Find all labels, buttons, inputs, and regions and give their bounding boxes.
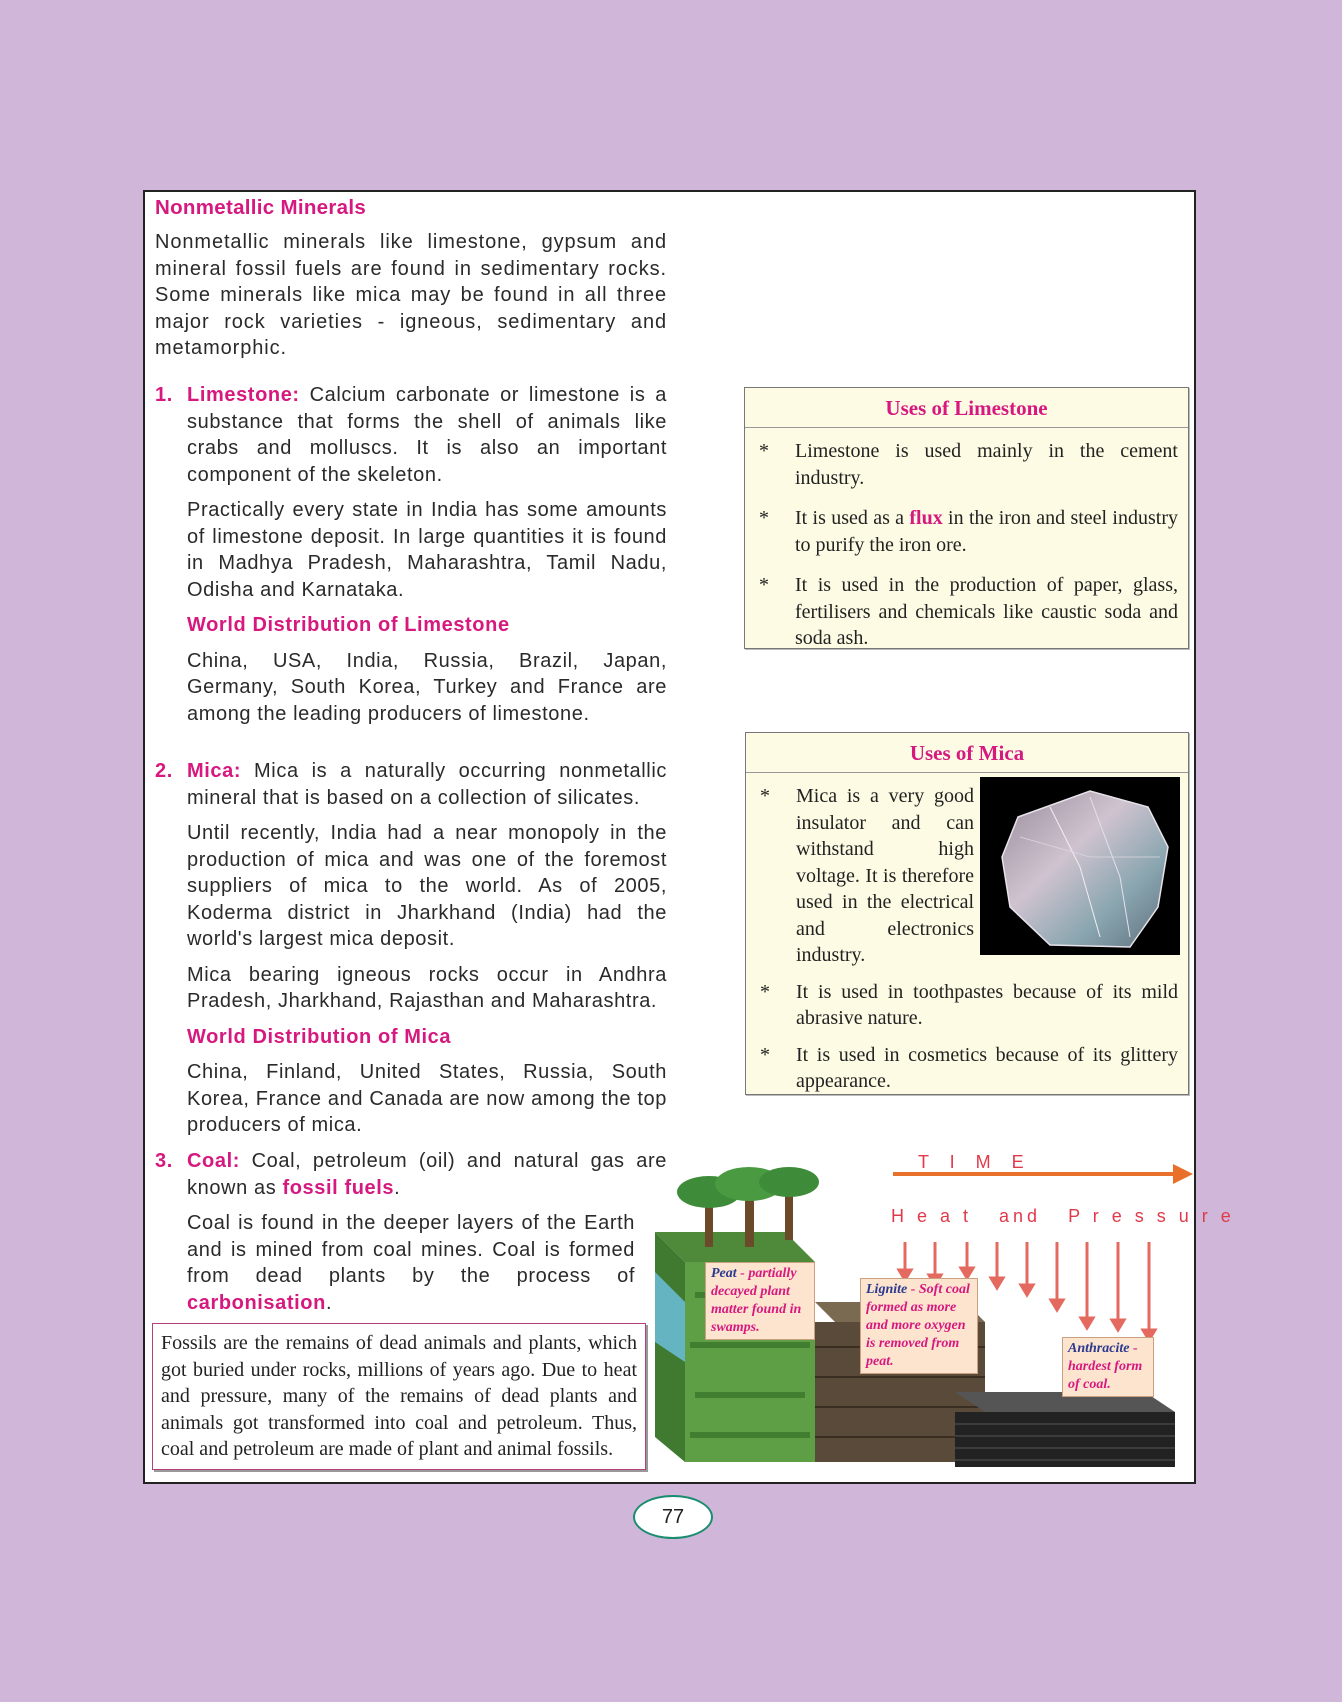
- mica-use-3: It is used in cosmetics because of its glittery appearance.: [796, 1043, 1178, 1092]
- peat-desc: - partially decayed plant matter found in swamps.: [711, 1266, 802, 1335]
- coal-section: [155, 1148, 667, 1316]
- fossils-note: Fossils are the remains of dead animals and plants, which got buried under rocks, millions of years ago. Due to heat and pressure, many of the remains of dead plants and animals got transformed into coal and petroleum. Thus, coal and petroleum are made of plant and animal fossils.: [152, 1323, 646, 1470]
- mica-p1: Mica is a naturally occurring nonmetallic mineral that is based on a collection of silicates.: [187, 760, 667, 809]
- coal-p2: Coal is found in the deeper layers of the Earth and is mined from coal mines. Coal is formed from dead plants by the process of: [187, 1212, 635, 1287]
- item-number: 3.: [155, 1150, 173, 1172]
- coal-p1: Coal, petroleum (oil) and natural gas are known as: [187, 1150, 667, 1199]
- mica-section: [155, 758, 667, 1139]
- heat-pressure-label: H e a t and P r e s s u r e: [891, 1206, 1235, 1226]
- item-number: 2.: [155, 760, 173, 782]
- lignite-desc: - Soft coal formed as more and more oxygen is removed from peat.: [866, 1282, 970, 1369]
- mica-world-heading: World Distribution of Mica: [187, 1025, 452, 1048]
- limestone-p2: Practically every state in India has some amounts of limestone deposit. In large quantities it is found in Madhya Pradesh, Maharashtra, Tamil Nadu, Odisha and Karnataka.: [187, 499, 667, 601]
- list-item: [746, 1042, 1178, 1095]
- limestone-world-text: China, USA, India, Russia, Brazil, Japan, Germany, South Korea, Turkey and France are among the leading producers of limestone.: [187, 649, 667, 725]
- mica-p3: Mica bearing igneous rocks occur in Andhra Pradesh, Jharkhand, Rajasthan and Maharashtra.: [187, 963, 667, 1012]
- uses-mica-title: Uses of Mica: [746, 733, 1188, 773]
- time-label: T I M E: [918, 1152, 1032, 1172]
- list-item: [745, 572, 1178, 652]
- limestone-use-2-end: in the iron and steel industry to purify the iron ore.: [795, 507, 1178, 556]
- mica-use-1: Mica is a very good insulator and can withstand high voltage. It is therefore used in the electrical and electronics industry.: [796, 785, 974, 966]
- uses-limestone-title: Uses of Limestone: [745, 388, 1188, 428]
- mica-use-2: It is used in toothpastes because of its mild abrasive nature.: [796, 980, 1178, 1029]
- coal-p2-end: .: [325, 1291, 333, 1314]
- limestone-world-heading: World Distribution of Limestone: [187, 614, 510, 636]
- mica-title: Mica:: [187, 760, 242, 782]
- lignite-label: [860, 1278, 978, 1374]
- fossil-fuels-term: fossil fuels: [282, 1176, 395, 1199]
- uses-of-mica-box: [745, 732, 1189, 1095]
- mica-world-text: China, Finland, United States, Russia, South Korea, France and Canada are now among the top producers of mica.: [187, 1061, 667, 1136]
- coal-p1-end: .: [394, 1176, 401, 1199]
- anthracite-desc: - hardest form of coal.: [1068, 1341, 1143, 1392]
- item-number: 1.: [155, 384, 173, 406]
- anthracite-label: [1062, 1337, 1154, 1397]
- page: [143, 190, 1235, 1484]
- page-number: 77: [633, 1495, 713, 1539]
- coal-title: Coal:: [187, 1150, 240, 1172]
- limestone-use-2: It is used as a: [795, 507, 910, 529]
- bullet: *: [760, 980, 770, 1003]
- anthracite-name: Anthracite: [1068, 1341, 1130, 1356]
- peat-label: [705, 1262, 815, 1340]
- section-heading: Nonmetallic Minerals: [155, 196, 367, 219]
- flux-term: flux: [909, 507, 943, 529]
- list-item: [745, 505, 1178, 558]
- peat-name: Peat: [711, 1266, 737, 1281]
- mica-p2: Until recently, India had a near monopoly in the production of mica and was one of the foremost suppliers of mica to the world. As of 2005, Koderma district in Jharkhand (India) had the world's largest mica deposit.: [187, 822, 667, 950]
- bullet: *: [759, 574, 769, 596]
- intro-paragraph: Nonmetallic minerals like limestone, gypsum and mineral fossil fuels are found in sedimentary rocks. Some minerals like mica may be found in all three major rock varieties - igneous, sedimentary and metamorphic.: [155, 231, 667, 359]
- carbonisation-term: carbonisation: [187, 1291, 326, 1314]
- limestone-title: Limestone:: [187, 384, 300, 406]
- limestone-use-3: It is used in the production of paper, glass, fertilisers and chemicals like caustic soda and soda ash.: [795, 574, 1178, 649]
- bullet: *: [759, 507, 769, 529]
- coal-formation-diagram: [635, 1152, 1235, 1482]
- bullet: *: [760, 1043, 770, 1066]
- list-item: [745, 438, 1178, 491]
- lignite-name: Lignite: [866, 1282, 908, 1297]
- list-item: [746, 979, 1178, 1032]
- uses-of-limestone-box: [744, 387, 1189, 649]
- bullet: *: [760, 785, 770, 807]
- limestone-use-1: Limestone is used mainly in the cement industry.: [795, 440, 1178, 489]
- limestone-section: [155, 382, 667, 727]
- list-item: [746, 783, 1178, 969]
- bullet: *: [759, 440, 769, 462]
- limestone-p1: Calcium carbonate or limestone is a substance that forms the shell of animals like crabs and molluscs. It is also an important component of the skeleton.: [187, 384, 667, 486]
